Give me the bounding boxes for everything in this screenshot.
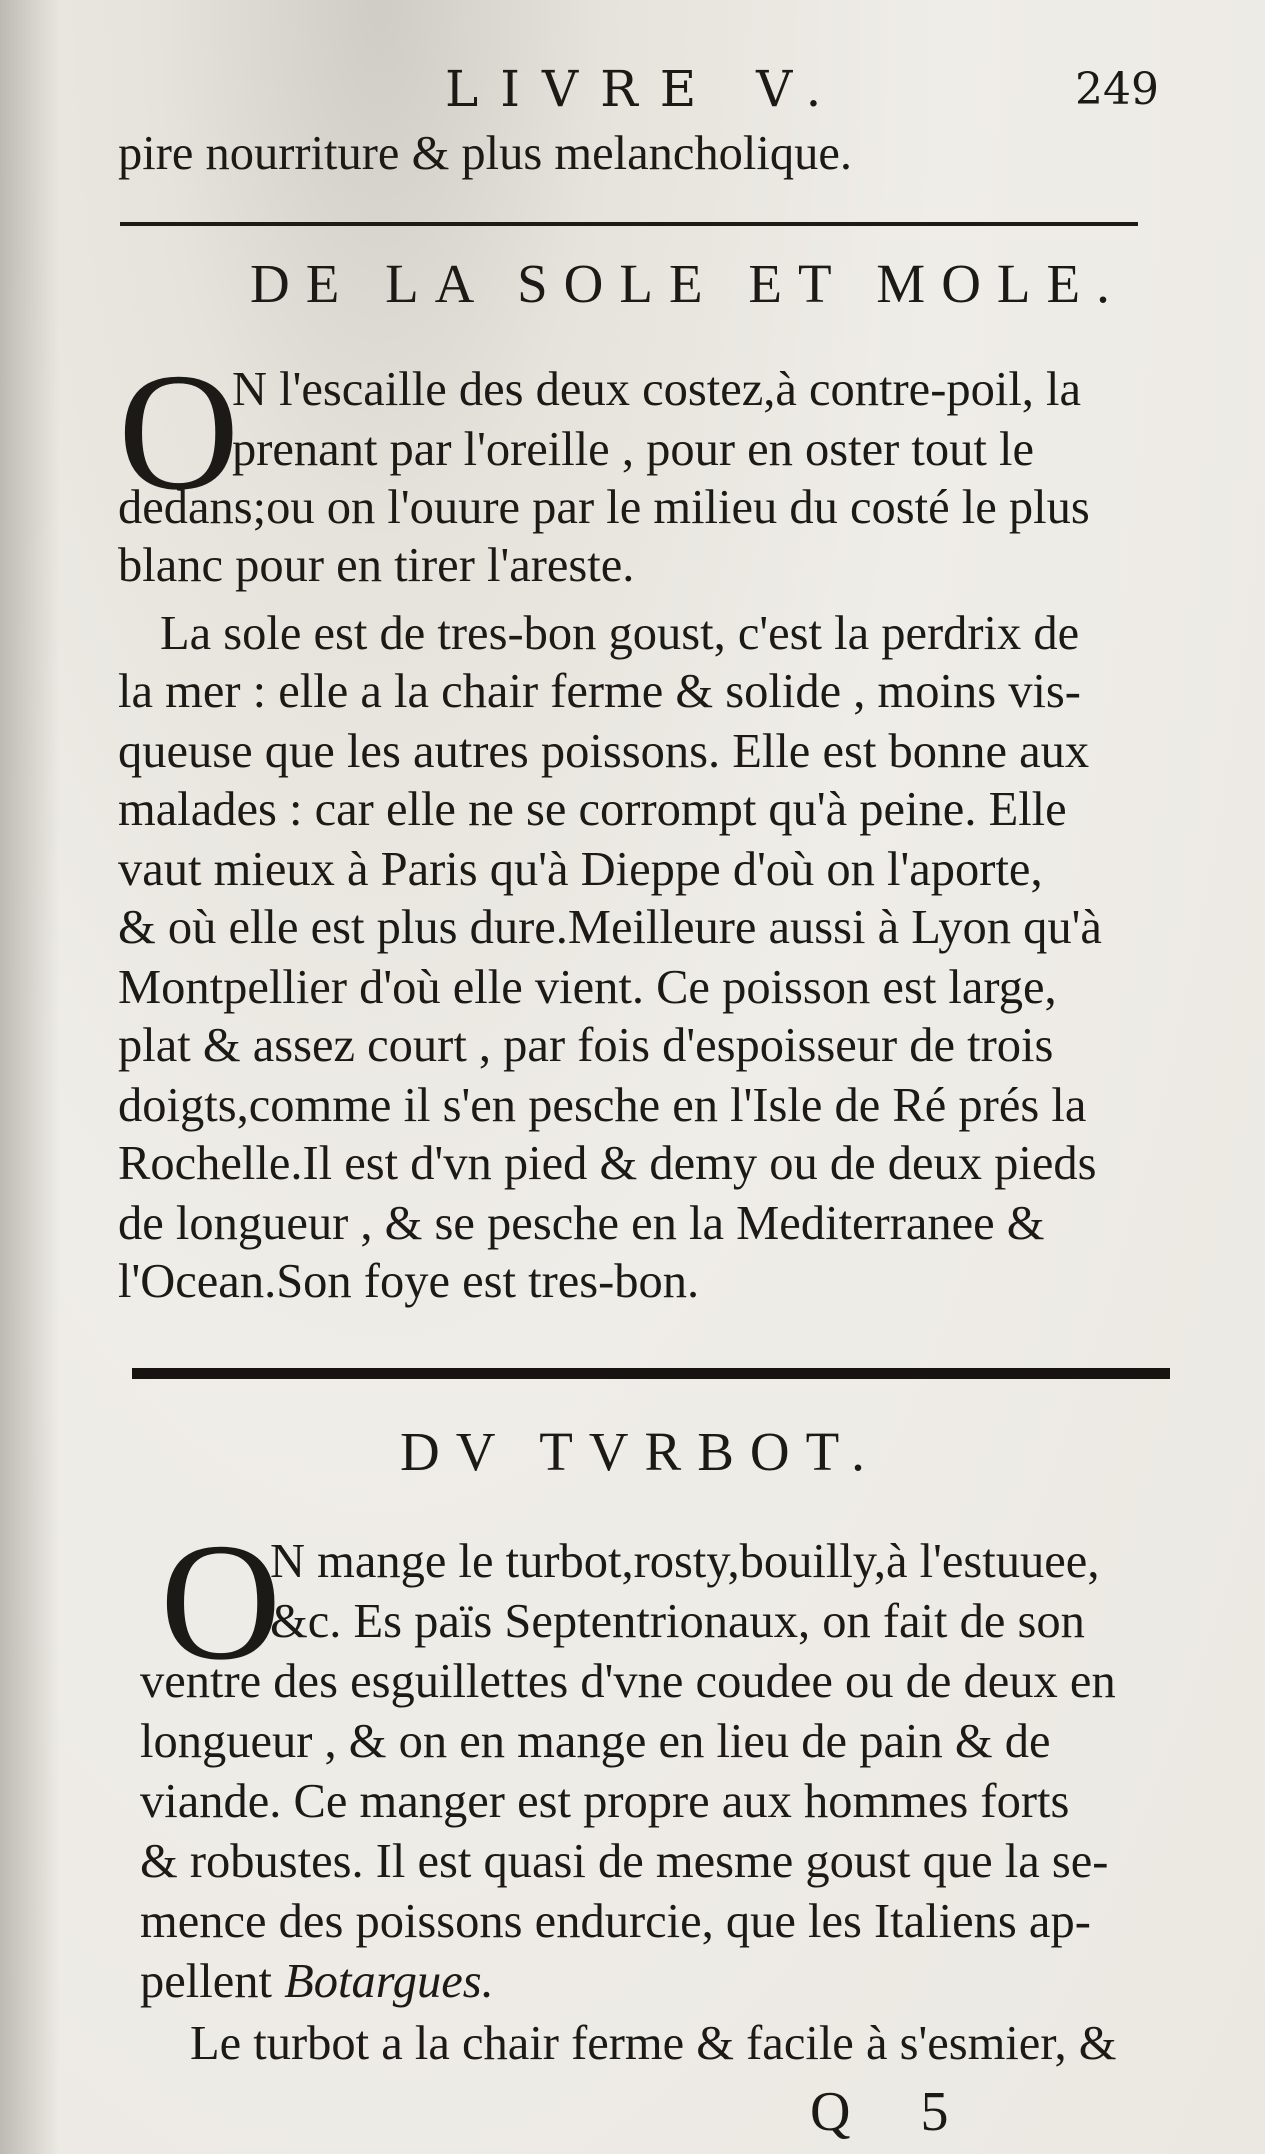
text-line: la mer : elle a la chair ferme & solide , moins vis- <box>118 665 1081 718</box>
section-rule-thick <box>132 1368 1170 1379</box>
text-line: doigts,comme il s'en pesche en l'Isle de Ré prés la <box>118 1079 1087 1132</box>
gutter-shadow <box>0 0 60 2154</box>
text-line: dedans;ou on l'ouure par le milieu du costé le plus <box>118 481 1090 534</box>
text-line: plat & assez court , par fois d'espoisseur de trois <box>118 1019 1054 1072</box>
text-line: & robustes. Il est quasi de mesme goust que la se- <box>140 1835 1109 1888</box>
text-line: Montpellier d'où elle vient. Ce poisson est large, <box>118 961 1057 1014</box>
signature-mark: Q 5 <box>810 2081 977 2143</box>
text-line: La sole est de tres-bon goust, c'est la perdrix de <box>160 607 1080 660</box>
section-rule <box>120 222 1138 226</box>
text-line <box>140 1952 494 2012</box>
drop-cap: O <box>160 1509 282 1695</box>
text-line: prenant par l'oreille , pour en oster tout le <box>232 423 1034 476</box>
text-line: queuse que les autres poissons. Elle est bonne aux <box>118 725 1090 778</box>
text-line: N mange le turbot,rosty,bouilly,à l'estuuee, <box>270 1535 1100 1588</box>
text-line: de longueur , & se pesche en la Mediterranee & <box>118 1197 1045 1250</box>
section-title-sole: DE LA SOLE ET MOLE. <box>250 253 1126 314</box>
text-line: mence des poissons endurcie, que les Italiens ap- <box>140 1895 1091 1948</box>
text-line: N l'escaille des deux costez,à contre-poil, la <box>232 363 1082 416</box>
text-line: blanc pour en tirer l'areste. <box>118 539 635 592</box>
text-line: Le turbot a la chair ferme & facile à s'esmier, & <box>190 2017 1117 2070</box>
running-title: LIVRE V. <box>445 60 844 118</box>
text-line: Rochelle.Il est d'vn pied & demy ou de deux pieds <box>118 1137 1097 1190</box>
page-number: 249 <box>1075 64 1159 115</box>
text-fragment: pellent <box>140 1955 285 2008</box>
text-line: malades : car elle ne se corrompt qu'à peine. Elle <box>118 783 1067 836</box>
section-title-turbot: DV TVRBOT. <box>400 1421 881 1482</box>
text-line: viande. Ce manger est propre aux hommes forts <box>140 1775 1070 1828</box>
text-line: ventre des esguillettes d'vne coudee ou de deux en <box>140 1655 1116 1708</box>
text-line: &c. Es païs Septentrionaux, on fait de son <box>270 1595 1085 1648</box>
text-line: l'Ocean.Son foye est tres-bon. <box>118 1255 700 1308</box>
text-line: vaut mieux à Paris qu'à Dieppe d'où on l'aporte, <box>118 843 1043 896</box>
carryover-line: pire nourriture & plus melancholique. <box>118 127 853 180</box>
italic-term: Botargues. <box>284 1955 494 2008</box>
text-line: longueur , & on en mange en lieu de pain & de <box>140 1715 1051 1768</box>
text-line: & où elle est plus dure.Meilleure aussi à Lyon qu'à <box>118 901 1102 954</box>
drop-cap: O <box>118 339 240 525</box>
